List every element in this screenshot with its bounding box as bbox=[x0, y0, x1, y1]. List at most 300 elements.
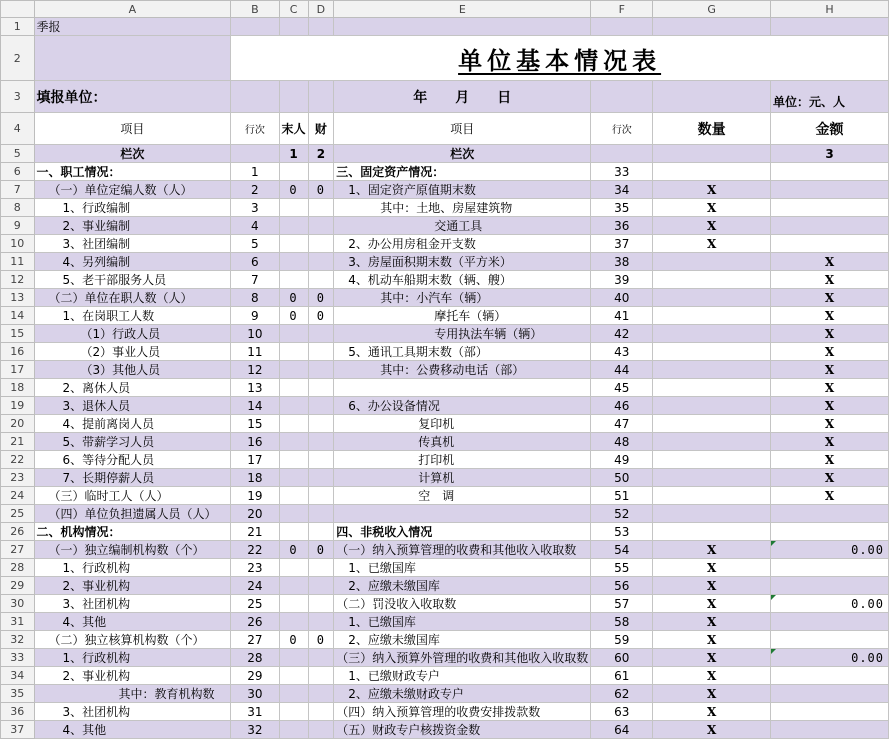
cell-f13[interactable]: 40 bbox=[591, 289, 653, 307]
row-header[interactable]: 17 bbox=[1, 361, 35, 379]
cell-e22[interactable]: 打印机 bbox=[334, 451, 591, 469]
cell-f24[interactable]: 51 bbox=[591, 487, 653, 505]
cell-f28[interactable]: 55 bbox=[591, 559, 653, 577]
cell-e14[interactable]: 摩托车（辆） bbox=[334, 307, 591, 325]
cell-f1[interactable] bbox=[591, 18, 653, 36]
cell-h20[interactable]: X bbox=[771, 415, 889, 433]
cell-c6[interactable] bbox=[279, 163, 308, 181]
cell-f27[interactable]: 54 bbox=[591, 541, 653, 559]
cell-c22[interactable] bbox=[279, 451, 308, 469]
cell-b1[interactable] bbox=[231, 18, 279, 36]
cell-g14[interactable] bbox=[653, 307, 771, 325]
cell-c8[interactable] bbox=[279, 199, 308, 217]
cell-g26[interactable] bbox=[653, 523, 771, 541]
cell-e33[interactable]: （三）纳入预算外管理的收费和其他收入收取数 bbox=[334, 649, 591, 667]
cell-f22[interactable]: 49 bbox=[591, 451, 653, 469]
cell-c21[interactable] bbox=[279, 433, 308, 451]
cell-h22[interactable]: X bbox=[771, 451, 889, 469]
cell-d20[interactable] bbox=[308, 415, 334, 433]
cell-g19[interactable] bbox=[653, 397, 771, 415]
cell-d25[interactable] bbox=[308, 505, 334, 523]
cell-h14[interactable]: X bbox=[771, 307, 889, 325]
cell-h7[interactable] bbox=[771, 181, 889, 199]
row-header[interactable]: 6 bbox=[1, 163, 35, 181]
cell-h26[interactable] bbox=[771, 523, 889, 541]
cell-h34[interactable] bbox=[771, 667, 889, 685]
row-header[interactable]: 33 bbox=[1, 649, 35, 667]
cell-g36[interactable]: X bbox=[653, 703, 771, 721]
cell-a23[interactable]: 7、长期停薪人员 bbox=[34, 469, 231, 487]
cell-f7[interactable]: 34 bbox=[591, 181, 653, 199]
cell-a1[interactable]: 季报 bbox=[34, 18, 231, 36]
cell-f30[interactable]: 57 bbox=[591, 595, 653, 613]
cell-e9[interactable]: 交通工具 bbox=[334, 217, 591, 235]
cell-b15[interactable]: 10 bbox=[231, 325, 279, 343]
row-header[interactable]: 34 bbox=[1, 667, 35, 685]
cell-f23[interactable]: 50 bbox=[591, 469, 653, 487]
cell-g25[interactable] bbox=[653, 505, 771, 523]
cell-c5[interactable]: 1 bbox=[279, 145, 308, 163]
cell-e37[interactable]: （五）财政专户核拨资金数 bbox=[334, 721, 591, 739]
row-header[interactable]: 22 bbox=[1, 451, 35, 469]
cell-f29[interactable]: 56 bbox=[591, 577, 653, 595]
cell-c32[interactable]: 0 bbox=[279, 631, 308, 649]
cell-b31[interactable]: 26 bbox=[231, 613, 279, 631]
cell-b37[interactable]: 32 bbox=[231, 721, 279, 739]
row-header[interactable]: 21 bbox=[1, 433, 35, 451]
cell-h6[interactable] bbox=[771, 163, 889, 181]
cell-b30[interactable]: 25 bbox=[231, 595, 279, 613]
cell-a33[interactable]: 1、行政机构 bbox=[34, 649, 231, 667]
cell-e11[interactable]: 3、房屋面积期末数（平方米） bbox=[334, 253, 591, 271]
cell-a25[interactable]: （四）单位负担遗属人员（人） bbox=[34, 505, 231, 523]
cell-g16[interactable] bbox=[653, 343, 771, 361]
cell-e20[interactable]: 复印机 bbox=[334, 415, 591, 433]
cell-f14[interactable]: 41 bbox=[591, 307, 653, 325]
cell-c14[interactable]: 0 bbox=[279, 307, 308, 325]
cell-d3[interactable] bbox=[308, 81, 334, 113]
cell-a18[interactable]: 2、离休人员 bbox=[34, 379, 231, 397]
row-header[interactable]: 9 bbox=[1, 217, 35, 235]
cell-c31[interactable] bbox=[279, 613, 308, 631]
cell-d35[interactable] bbox=[308, 685, 334, 703]
cell-h3[interactable]: 单位：元、人 bbox=[771, 81, 889, 113]
cell-a3[interactable]: 填报单位： bbox=[34, 81, 231, 113]
cell-h24[interactable]: X bbox=[771, 487, 889, 505]
cell-e25[interactable] bbox=[334, 505, 591, 523]
cell-h23[interactable]: X bbox=[771, 469, 889, 487]
cell-g9[interactable]: X bbox=[653, 217, 771, 235]
row-header[interactable]: 4 bbox=[1, 113, 35, 145]
cell-f21[interactable]: 48 bbox=[591, 433, 653, 451]
cell-a7[interactable]: （一）单位定编人数（人） bbox=[34, 181, 231, 199]
cell-c12[interactable] bbox=[279, 271, 308, 289]
cell-h13[interactable]: X bbox=[771, 289, 889, 307]
cell-c33[interactable] bbox=[279, 649, 308, 667]
cell-b3[interactable] bbox=[231, 81, 279, 113]
cell-a27[interactable]: （一）独立编制机构数（个） bbox=[34, 541, 231, 559]
row-header[interactable]: 8 bbox=[1, 199, 35, 217]
cell-f6[interactable]: 33 bbox=[591, 163, 653, 181]
row-header[interactable]: 26 bbox=[1, 523, 35, 541]
cell-c25[interactable] bbox=[279, 505, 308, 523]
cell-h30[interactable]: 0.00 bbox=[771, 595, 889, 613]
cell-e18[interactable] bbox=[334, 379, 591, 397]
cell-h16[interactable]: X bbox=[771, 343, 889, 361]
cell-e27[interactable]: （一）纳入预算管理的收费和其他收入收取数 bbox=[334, 541, 591, 559]
cell-e24[interactable]: 空 调 bbox=[334, 487, 591, 505]
cell-g20[interactable] bbox=[653, 415, 771, 433]
cell-e28[interactable]: 1、已缴国库 bbox=[334, 559, 591, 577]
cell-e13[interactable]: 其中：小汽车（辆） bbox=[334, 289, 591, 307]
cell-a35[interactable]: 其中：教育机构数 bbox=[34, 685, 231, 703]
cell-a8[interactable]: 1、行政编制 bbox=[34, 199, 231, 217]
column-header-h[interactable]: H bbox=[771, 1, 889, 18]
cell-a21[interactable]: 5、带薪学习人员 bbox=[34, 433, 231, 451]
cell-b27[interactable]: 22 bbox=[231, 541, 279, 559]
cell-g24[interactable] bbox=[653, 487, 771, 505]
cell-f34[interactable]: 61 bbox=[591, 667, 653, 685]
cell-g27[interactable]: X bbox=[653, 541, 771, 559]
cell-b13[interactable]: 8 bbox=[231, 289, 279, 307]
cell-c27[interactable]: 0 bbox=[279, 541, 308, 559]
cell-h1[interactable] bbox=[771, 18, 889, 36]
row-header[interactable]: 14 bbox=[1, 307, 35, 325]
cell-e31[interactable]: 1、已缴国库 bbox=[334, 613, 591, 631]
cell-e29[interactable]: 2、应缴未缴国库 bbox=[334, 577, 591, 595]
cell-g3[interactable] bbox=[653, 81, 771, 113]
cell-d37[interactable] bbox=[308, 721, 334, 739]
cell-h37[interactable] bbox=[771, 721, 889, 739]
row-header[interactable]: 1 bbox=[1, 18, 35, 36]
cell-c7[interactable]: 0 bbox=[279, 181, 308, 199]
cell-f17[interactable]: 44 bbox=[591, 361, 653, 379]
cell-e15[interactable]: 专用执法车辆（辆） bbox=[334, 325, 591, 343]
cell-d12[interactable] bbox=[308, 271, 334, 289]
cell-a32[interactable]: （二）独立核算机构数（个） bbox=[34, 631, 231, 649]
cell-f36[interactable]: 63 bbox=[591, 703, 653, 721]
cell-g17[interactable] bbox=[653, 361, 771, 379]
cell-g33[interactable]: X bbox=[653, 649, 771, 667]
row-header[interactable]: 24 bbox=[1, 487, 35, 505]
cell-a5[interactable]: 栏次 bbox=[34, 145, 231, 163]
cell-c9[interactable] bbox=[279, 217, 308, 235]
cell-h25[interactable] bbox=[771, 505, 889, 523]
cell-g10[interactable]: X bbox=[653, 235, 771, 253]
row-header[interactable]: 10 bbox=[1, 235, 35, 253]
cell-b32[interactable]: 27 bbox=[231, 631, 279, 649]
cell-h9[interactable] bbox=[771, 217, 889, 235]
row-header[interactable]: 13 bbox=[1, 289, 35, 307]
cell-h18[interactable]: X bbox=[771, 379, 889, 397]
cell-g5[interactable] bbox=[653, 145, 771, 163]
cell-e23[interactable]: 计算机 bbox=[334, 469, 591, 487]
cell-c23[interactable] bbox=[279, 469, 308, 487]
cell-a17[interactable]: （3）其他人员 bbox=[34, 361, 231, 379]
cell-e3[interactable]: 年 月 日 bbox=[334, 81, 591, 113]
cell-e26[interactable]: 四、非税收入情况 bbox=[334, 523, 591, 541]
cell-b10[interactable]: 5 bbox=[231, 235, 279, 253]
cell-a30[interactable]: 3、社团机构 bbox=[34, 595, 231, 613]
cell-c11[interactable] bbox=[279, 253, 308, 271]
cell-c20[interactable] bbox=[279, 415, 308, 433]
cell-b36[interactable]: 31 bbox=[231, 703, 279, 721]
cell-d27[interactable]: 0 bbox=[308, 541, 334, 559]
cell-c34[interactable] bbox=[279, 667, 308, 685]
cell-d17[interactable] bbox=[308, 361, 334, 379]
cell-d24[interactable] bbox=[308, 487, 334, 505]
cell-h27[interactable]: 0.00 bbox=[771, 541, 889, 559]
cell-b28[interactable]: 23 bbox=[231, 559, 279, 577]
cell-h12[interactable]: X bbox=[771, 271, 889, 289]
cell-e32[interactable]: 2、应缴未缴国库 bbox=[334, 631, 591, 649]
cell-c24[interactable] bbox=[279, 487, 308, 505]
row-header[interactable]: 12 bbox=[1, 271, 35, 289]
cell-g28[interactable]: X bbox=[653, 559, 771, 577]
cell-a14[interactable]: 1、在岗职工人数 bbox=[34, 307, 231, 325]
cell-e17[interactable]: 其中：公费移动电话（部） bbox=[334, 361, 591, 379]
cell-c18[interactable] bbox=[279, 379, 308, 397]
cell-h36[interactable] bbox=[771, 703, 889, 721]
select-all-corner[interactable] bbox=[1, 1, 35, 18]
column-header-d[interactable]: D bbox=[308, 1, 334, 18]
cell-d21[interactable] bbox=[308, 433, 334, 451]
cell-f11[interactable]: 38 bbox=[591, 253, 653, 271]
row-header[interactable]: 7 bbox=[1, 181, 35, 199]
cell-c3[interactable] bbox=[279, 81, 308, 113]
cell-b20[interactable]: 15 bbox=[231, 415, 279, 433]
cell-g15[interactable] bbox=[653, 325, 771, 343]
cell-g31[interactable]: X bbox=[653, 613, 771, 631]
column-header-f[interactable]: F bbox=[591, 1, 653, 18]
row-header[interactable]: 23 bbox=[1, 469, 35, 487]
cell-f3[interactable] bbox=[591, 81, 653, 113]
cell-a9[interactable]: 2、事业编制 bbox=[34, 217, 231, 235]
cell-c35[interactable] bbox=[279, 685, 308, 703]
cell-a24[interactable]: （三）临时工人（人） bbox=[34, 487, 231, 505]
cell-b12[interactable]: 7 bbox=[231, 271, 279, 289]
cell-a10[interactable]: 3、社团编制 bbox=[34, 235, 231, 253]
cell-a36[interactable]: 3、社团机构 bbox=[34, 703, 231, 721]
cell-f37[interactable]: 64 bbox=[591, 721, 653, 739]
cell-c1[interactable] bbox=[279, 18, 308, 36]
cell-e35[interactable]: 2、应缴未缴财政专户 bbox=[334, 685, 591, 703]
cell-g22[interactable] bbox=[653, 451, 771, 469]
cell-f8[interactable]: 35 bbox=[591, 199, 653, 217]
cell-h15[interactable]: X bbox=[771, 325, 889, 343]
cell-e16[interactable]: 5、通讯工具期末数（部） bbox=[334, 343, 591, 361]
cell-d29[interactable] bbox=[308, 577, 334, 595]
cell-b22[interactable]: 17 bbox=[231, 451, 279, 469]
column-header-b[interactable]: B bbox=[231, 1, 279, 18]
cell-h33[interactable]: 0.00 bbox=[771, 649, 889, 667]
cell-f16[interactable]: 43 bbox=[591, 343, 653, 361]
cell-d36[interactable] bbox=[308, 703, 334, 721]
cell-e4[interactable]: 项目 bbox=[334, 113, 591, 145]
cell-b11[interactable]: 6 bbox=[231, 253, 279, 271]
cell-b35[interactable]: 30 bbox=[231, 685, 279, 703]
cell-a11[interactable]: 4、另列编制 bbox=[34, 253, 231, 271]
cell-h29[interactable] bbox=[771, 577, 889, 595]
cell-c17[interactable] bbox=[279, 361, 308, 379]
cell-f12[interactable]: 39 bbox=[591, 271, 653, 289]
cell-e30[interactable]: （二）罚没收入收取数 bbox=[334, 595, 591, 613]
cell-a15[interactable]: （1）行政人员 bbox=[34, 325, 231, 343]
cell-f15[interactable]: 42 bbox=[591, 325, 653, 343]
row-header[interactable]: 29 bbox=[1, 577, 35, 595]
cell-h17[interactable]: X bbox=[771, 361, 889, 379]
row-header[interactable]: 27 bbox=[1, 541, 35, 559]
cell-g29[interactable]: X bbox=[653, 577, 771, 595]
report-title[interactable]: 单位基本情况表 bbox=[231, 36, 889, 81]
cell-d16[interactable] bbox=[308, 343, 334, 361]
cell-h31[interactable] bbox=[771, 613, 889, 631]
cell-d8[interactable] bbox=[308, 199, 334, 217]
cell-e1[interactable] bbox=[334, 18, 591, 36]
cell-a16[interactable]: （2）事业人员 bbox=[34, 343, 231, 361]
cell-d22[interactable] bbox=[308, 451, 334, 469]
cell-a37[interactable]: 4、其他 bbox=[34, 721, 231, 739]
cell-f32[interactable]: 59 bbox=[591, 631, 653, 649]
column-header-a[interactable]: A bbox=[34, 1, 231, 18]
cell-f20[interactable]: 47 bbox=[591, 415, 653, 433]
cell-a19[interactable]: 3、退休人员 bbox=[34, 397, 231, 415]
cell-h35[interactable] bbox=[771, 685, 889, 703]
cell-b17[interactable]: 12 bbox=[231, 361, 279, 379]
cell-c26[interactable] bbox=[279, 523, 308, 541]
column-header-c[interactable]: C bbox=[279, 1, 308, 18]
cell-f5[interactable] bbox=[591, 145, 653, 163]
row-header[interactable]: 19 bbox=[1, 397, 35, 415]
cell-c36[interactable] bbox=[279, 703, 308, 721]
row-header[interactable]: 25 bbox=[1, 505, 35, 523]
cell-d18[interactable] bbox=[308, 379, 334, 397]
cell-h10[interactable] bbox=[771, 235, 889, 253]
row-header[interactable]: 16 bbox=[1, 343, 35, 361]
row-header[interactable]: 5 bbox=[1, 145, 35, 163]
cell-d31[interactable] bbox=[308, 613, 334, 631]
cell-g6[interactable] bbox=[653, 163, 771, 181]
cell-c4[interactable]: 末人 bbox=[279, 113, 308, 145]
cell-e21[interactable]: 传真机 bbox=[334, 433, 591, 451]
cell-d19[interactable] bbox=[308, 397, 334, 415]
cell-e6[interactable]: 三、固定资产情况： bbox=[334, 163, 591, 181]
cell-a31[interactable]: 4、其他 bbox=[34, 613, 231, 631]
cell-e36[interactable]: （四）纳入预算管理的收费安排拨款数 bbox=[334, 703, 591, 721]
cell-b23[interactable]: 18 bbox=[231, 469, 279, 487]
cell-b16[interactable]: 11 bbox=[231, 343, 279, 361]
cell-d34[interactable] bbox=[308, 667, 334, 685]
cell-h28[interactable] bbox=[771, 559, 889, 577]
cell-d30[interactable] bbox=[308, 595, 334, 613]
cell-a12[interactable]: 5、老干部服务人员 bbox=[34, 271, 231, 289]
cell-b7[interactable]: 2 bbox=[231, 181, 279, 199]
cell-h4[interactable]: 金额 bbox=[771, 113, 889, 145]
cell-h11[interactable]: X bbox=[771, 253, 889, 271]
cell-g4[interactable]: 数量 bbox=[653, 113, 771, 145]
cell-c37[interactable] bbox=[279, 721, 308, 739]
cell-e12[interactable]: 4、机动车船期末数（辆、艘） bbox=[334, 271, 591, 289]
cell-b5[interactable] bbox=[231, 145, 279, 163]
cell-b26[interactable]: 21 bbox=[231, 523, 279, 541]
cell-d5[interactable]: 2 bbox=[308, 145, 334, 163]
row-header[interactable]: 2 bbox=[1, 36, 35, 81]
cell-h8[interactable] bbox=[771, 199, 889, 217]
cell-a26[interactable]: 二、机构情况： bbox=[34, 523, 231, 541]
cell-b33[interactable]: 28 bbox=[231, 649, 279, 667]
row-header[interactable]: 15 bbox=[1, 325, 35, 343]
cell-b8[interactable]: 3 bbox=[231, 199, 279, 217]
cell-a4[interactable]: 项目 bbox=[34, 113, 231, 145]
cell-d10[interactable] bbox=[308, 235, 334, 253]
row-header[interactable]: 20 bbox=[1, 415, 35, 433]
cell-d1[interactable] bbox=[308, 18, 334, 36]
cell-d9[interactable] bbox=[308, 217, 334, 235]
cell-d13[interactable]: 0 bbox=[308, 289, 334, 307]
cell-g35[interactable]: X bbox=[653, 685, 771, 703]
cell-h5[interactable]: 3 bbox=[771, 145, 889, 163]
row-header[interactable]: 36 bbox=[1, 703, 35, 721]
cell-f19[interactable]: 46 bbox=[591, 397, 653, 415]
cell-c28[interactable] bbox=[279, 559, 308, 577]
cell-f25[interactable]: 52 bbox=[591, 505, 653, 523]
cell-c29[interactable] bbox=[279, 577, 308, 595]
cell-b21[interactable]: 16 bbox=[231, 433, 279, 451]
cell-e19[interactable]: 6、办公设备情况 bbox=[334, 397, 591, 415]
cell-a13[interactable]: （二）单位在职人数（人） bbox=[34, 289, 231, 307]
cell-e7[interactable]: 1、固定资产原值期末数 bbox=[334, 181, 591, 199]
row-header[interactable]: 11 bbox=[1, 253, 35, 271]
row-header[interactable]: 3 bbox=[1, 81, 35, 113]
cell-a34[interactable]: 2、事业机构 bbox=[34, 667, 231, 685]
cell-g37[interactable]: X bbox=[653, 721, 771, 739]
cell-d7[interactable]: 0 bbox=[308, 181, 334, 199]
cell-c30[interactable] bbox=[279, 595, 308, 613]
cell-a28[interactable]: 1、行政机构 bbox=[34, 559, 231, 577]
cell-c16[interactable] bbox=[279, 343, 308, 361]
cell-d23[interactable] bbox=[308, 469, 334, 487]
cell-b9[interactable]: 4 bbox=[231, 217, 279, 235]
cell-b25[interactable]: 20 bbox=[231, 505, 279, 523]
cell-f26[interactable]: 53 bbox=[591, 523, 653, 541]
cell-g34[interactable]: X bbox=[653, 667, 771, 685]
cell-g12[interactable] bbox=[653, 271, 771, 289]
cell-f10[interactable]: 37 bbox=[591, 235, 653, 253]
row-header[interactable]: 37 bbox=[1, 721, 35, 739]
cell-g32[interactable]: X bbox=[653, 631, 771, 649]
row-header[interactable]: 28 bbox=[1, 559, 35, 577]
cell-c15[interactable] bbox=[279, 325, 308, 343]
cell-f31[interactable]: 58 bbox=[591, 613, 653, 631]
cell-g23[interactable] bbox=[653, 469, 771, 487]
cell-d33[interactable] bbox=[308, 649, 334, 667]
cell-c19[interactable] bbox=[279, 397, 308, 415]
cell-b19[interactable]: 14 bbox=[231, 397, 279, 415]
cell-e34[interactable]: 1、已缴财政专户 bbox=[334, 667, 591, 685]
cell-g13[interactable] bbox=[653, 289, 771, 307]
row-header[interactable]: 35 bbox=[1, 685, 35, 703]
cell-h32[interactable] bbox=[771, 631, 889, 649]
cell-f35[interactable]: 62 bbox=[591, 685, 653, 703]
cell-d28[interactable] bbox=[308, 559, 334, 577]
cell-d26[interactable] bbox=[308, 523, 334, 541]
cell-f33[interactable]: 60 bbox=[591, 649, 653, 667]
cell-e8[interactable]: 其中：土地、房屋建筑物 bbox=[334, 199, 591, 217]
column-header-e[interactable]: E bbox=[334, 1, 591, 18]
cell-g8[interactable]: X bbox=[653, 199, 771, 217]
cell-f9[interactable]: 36 bbox=[591, 217, 653, 235]
cell-g1[interactable] bbox=[653, 18, 771, 36]
